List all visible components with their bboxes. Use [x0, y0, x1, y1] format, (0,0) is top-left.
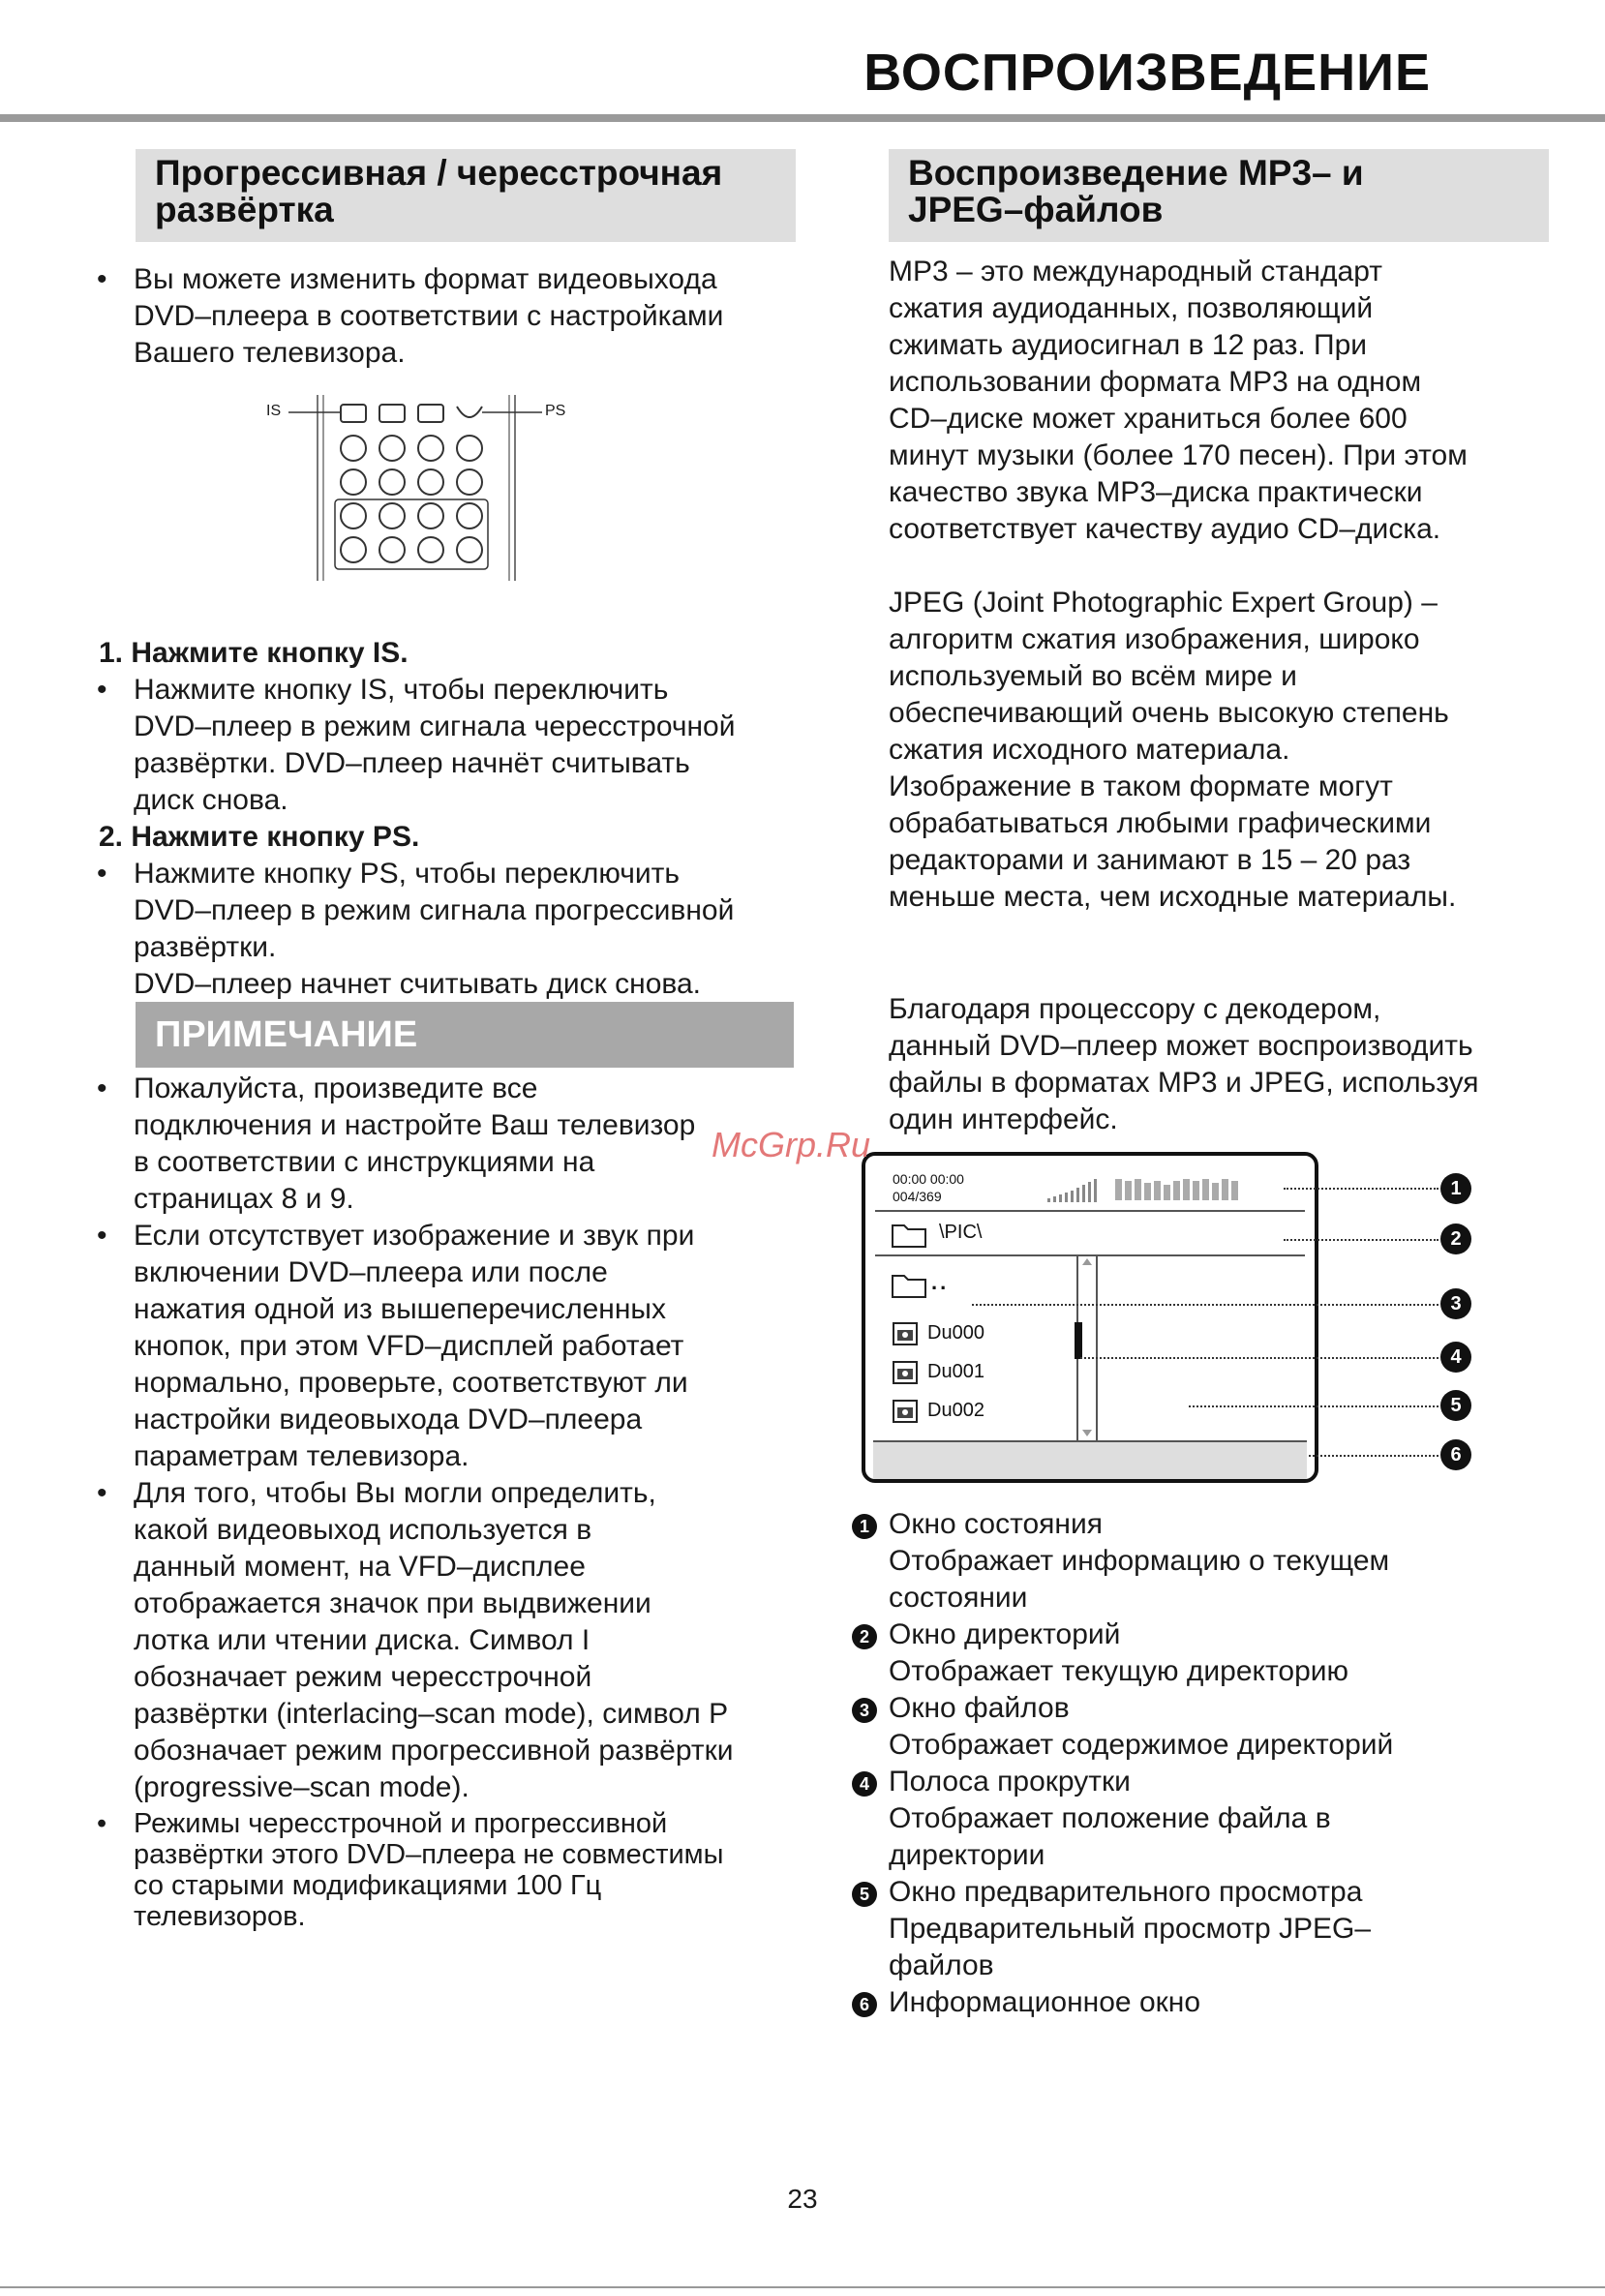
directory-path: \PIC\ — [939, 1222, 983, 1243]
info-window — [873, 1440, 1307, 1479]
watermark: McGrp.Ru — [712, 1125, 871, 1164]
photo-file-icon — [893, 1322, 918, 1345]
decoder-paragraph: Благодаря процессору с декодером, данный DVD–плеер может воспроизводить файлы в форматах MP3 и JPEG, используя один интерфейс. — [889, 993, 1479, 1135]
remote-label-is: IS — [266, 403, 282, 419]
section-title-mp3-jpeg: Воспроизведение MP3– и JPEG–файлов — [889, 149, 1549, 242]
file-item[interactable] — [893, 1359, 1057, 1388]
legend-item-4: 4 Полоса прокрутки Отображает положение файла в директории — [852, 1764, 1529, 1874]
note-bullet-3: • Для того, чтобы Вы могли определить, какой видеовыход используется в данный момент, на VFD–дисплее отображается значок при выдвижении лотка или чтении диска. Символ I обозначает режим чересстрочной развёртки (interlacing–scan mode), символ P обозначает режим прогрессивной развёртки (progressive–scan mode). — [97, 1477, 734, 1803]
callout-line-2 — [1284, 1239, 1438, 1241]
scrollbar[interactable] — [1076, 1256, 1098, 1440]
intro-bullet: • Вы можете изменить формат видеовыхода DVD–плеера в соответствии с настройками Вашего телевизора. — [97, 263, 724, 369]
callout-5: 5 — [1440, 1390, 1471, 1421]
folder-icon — [891, 1220, 927, 1249]
callout-line-3 — [972, 1304, 1438, 1306]
mp3-paragraph: MP3 – это международный стандарт сжатия аудиоданных, позволяющий сжимать аудиосигнал в 12 раз. При использовании формата MP3 на одном CD–диске может храниться более 600 минут музыки (более 170 песен). При этом качество звука MP3–диска практически соответствует качеству аудио CD–диска. — [889, 256, 1468, 545]
note-header: ПРИМЕЧАНИЕ — [136, 1002, 794, 1068]
scroll-thumb[interactable] — [1075, 1322, 1082, 1359]
remote-label-ps: PS — [545, 403, 566, 419]
status-track: 004/369 — [893, 1189, 942, 1204]
photo-file-icon — [893, 1361, 918, 1384]
status-window — [875, 1163, 1305, 1212]
callout-3: 3 — [1440, 1288, 1471, 1319]
jpeg-paragraph: JPEG (Joint Photographic Expert Group) – алгоритм сжатия изображения, широко используемый во всём мире и обеспечивающий очень высокую степень сжатия исходного материала. Изображение в таком формате могут обрабатываться любыми графическими редакторами и занимают в 15 – 20 раз меньше места, чем исходные материалы. — [889, 587, 1457, 913]
callout-line-1 — [1284, 1188, 1438, 1190]
file-window — [875, 1256, 1069, 1440]
note-bullet-2: • Если отсутствует изображение и звук при включении DVD–плеера или после нажатия одной из вышеперечисленных кнопок, при этом VFD–дисплей работает нормально, проверьте, соответствуют ли настройки видеовыхода DVD–плеера параметрам телевизора. — [97, 1220, 695, 1472]
file-item[interactable] — [893, 1320, 1057, 1349]
title-rule — [0, 114, 1605, 122]
callout-line-5 — [1189, 1405, 1438, 1407]
remote-illustration — [261, 395, 571, 589]
bullet-dot: • — [97, 263, 107, 295]
legend-item-2: 2 Окно директорий Отображает текущую директорию — [852, 1616, 1529, 1690]
section-title-progressive: Прогрессивная / чересстрочная развёртка — [136, 149, 796, 242]
step2-title: 2. Нажмите кнопку PS. — [99, 821, 420, 853]
scroll-down-arrow-icon[interactable] — [1082, 1430, 1092, 1436]
callout-line-4 — [1080, 1357, 1438, 1359]
top-button-row — [341, 405, 482, 422]
callout-4: 4 — [1440, 1342, 1471, 1373]
page-title: ВОСПРОИЗВЕДЕНИЕ — [863, 44, 1431, 102]
file-browser-screen — [862, 1152, 1318, 1483]
parent-folder-label: .. — [931, 1270, 950, 1294]
preview-window — [1096, 1256, 1305, 1440]
legend-item-3: 3 Окно файлов Отображает содержимое директорий — [852, 1690, 1529, 1764]
scroll-up-arrow-icon[interactable] — [1082, 1258, 1092, 1265]
step1-bullet: • Нажмите кнопку IS, чтобы переключить DVD–плеер в режим сигнала чересстрочной развёртки. DVD–плеер начнёт считывать диск снова. — [97, 674, 736, 816]
file-item-label: Du002 — [927, 1400, 984, 1421]
round-buttons-grid — [335, 436, 488, 569]
callout-1: 1 — [1440, 1173, 1471, 1204]
directory-window — [875, 1214, 1305, 1256]
legend-item-5: 5 Окно предварительного просмотра Предварительный просмотр JPEG– файлов — [852, 1874, 1529, 1984]
callout-line-6 — [1309, 1455, 1438, 1457]
legend-item-6: 6 Информационное окно — [852, 1984, 1529, 2023]
legend-item-1: 1 Окно состояния Отображает информацию о текущем состоянии — [852, 1506, 1529, 1580]
file-item-label: Du000 — [927, 1322, 984, 1344]
file-item-label: Du001 — [927, 1361, 984, 1382]
step1-title: 1. Нажмите кнопку IS. — [99, 637, 409, 669]
callout-2: 2 — [1440, 1224, 1471, 1254]
parent-folder-icon — [891, 1270, 927, 1299]
ps-button-shape — [457, 407, 482, 417]
note-bullet-1: • Пожалуйста, произведите все подключения и настройте Ваш телевизор в соответствии с инструкциями на страницах 8 и 9. — [97, 1072, 696, 1215]
level-meter-icon — [1047, 1169, 1289, 1202]
file-item[interactable] — [893, 1398, 1057, 1427]
bottom-rule — [0, 2286, 1605, 2288]
note-bullet-4: • Режимы чересстрочной и прогрессивной развёртки этого DVD–плеера не совместимы со старыми модификациями 100 Гц телевизоров. — [97, 1808, 724, 1932]
page-number: 23 — [787, 2184, 818, 2214]
is-button-shape — [341, 405, 366, 422]
step2-bullet: • Нажмите кнопку PS, чтобы переключить DVD–плеер в режим сигнала прогрессивной развёртки. DVD–плеер начнет считывать диск снова. — [97, 858, 735, 1000]
callout-6: 6 — [1440, 1439, 1471, 1470]
status-time: 00:00 00:00 — [893, 1171, 964, 1187]
photo-file-icon — [893, 1400, 918, 1423]
